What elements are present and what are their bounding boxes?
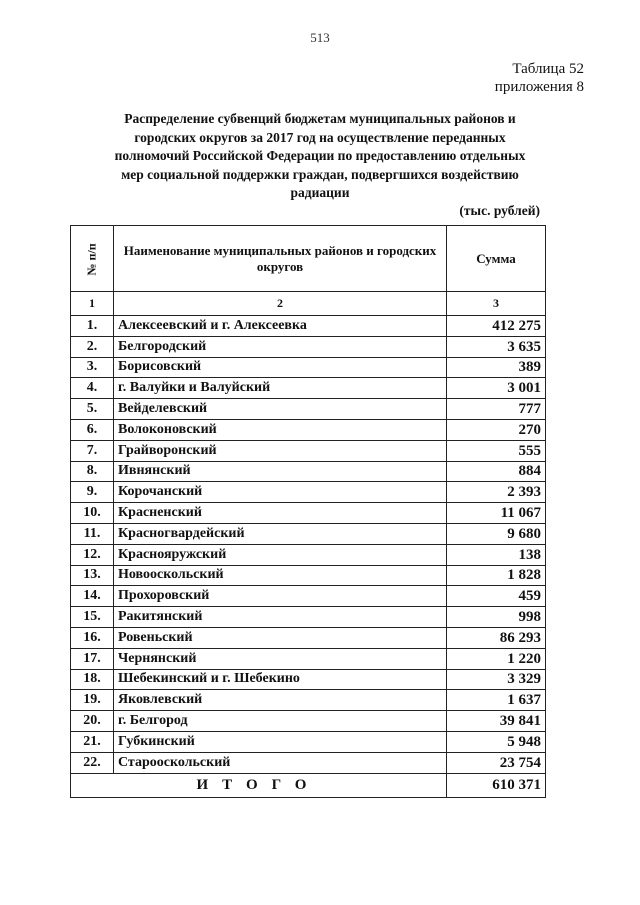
row-name: Прохоровский <box>114 586 447 607</box>
row-number: 12. <box>71 544 114 565</box>
table-row <box>71 503 546 524</box>
row-number: 18. <box>71 669 114 690</box>
title-line: городских округов за 2017 год на осуществление переданных <box>134 129 506 145</box>
row-number: 3. <box>71 357 114 378</box>
row-name: Красногвардейский <box>114 523 447 544</box>
table-row <box>71 461 546 482</box>
row-number: 17. <box>71 648 114 669</box>
row-number: 22. <box>71 752 114 773</box>
row-number: 9. <box>71 482 114 503</box>
table-row <box>71 565 546 586</box>
row-sum: 998 <box>447 607 546 628</box>
row-name: Волоконовский <box>114 419 447 440</box>
title-line: полномочий Российской Федерации по предоставлению отдельных <box>114 148 526 163</box>
table-row <box>71 607 546 628</box>
table-row <box>71 336 546 357</box>
column-index-row <box>71 292 546 316</box>
table-row <box>71 440 546 461</box>
row-number: 14. <box>71 586 114 607</box>
header-row <box>71 226 546 292</box>
table-body <box>71 316 546 774</box>
row-number: 8. <box>71 461 114 482</box>
row-name: Борисовский <box>114 357 447 378</box>
row-sum: 459 <box>447 586 546 607</box>
table-reference-line2: приложения 8 <box>494 79 584 95</box>
row-number: 10. <box>71 503 114 524</box>
total-row <box>71 773 546 797</box>
row-sum: 884 <box>447 461 546 482</box>
row-name: Грайворонский <box>114 440 447 461</box>
total-sum: 610 371 <box>447 773 546 797</box>
row-sum: 412 275 <box>447 316 546 337</box>
row-name: Шебекинский и г. Шебекино <box>114 669 447 690</box>
table-row <box>71 316 546 337</box>
table-row <box>71 586 546 607</box>
title-line: радиации <box>290 185 350 200</box>
row-sum: 9 680 <box>447 523 546 544</box>
row-sum: 777 <box>447 399 546 420</box>
row-name: Ивнянский <box>114 461 447 482</box>
header-sum: Сумма <box>447 226 546 292</box>
table-footer <box>71 773 546 797</box>
title-line: Распределение субвенций бюджетам муниципальных районов и <box>124 111 516 126</box>
column-index: 3 <box>447 292 546 316</box>
row-number: 7. <box>71 440 114 461</box>
row-sum: 3 001 <box>447 378 546 399</box>
table-row <box>71 357 546 378</box>
table-row <box>71 627 546 648</box>
row-number: 11. <box>71 523 114 544</box>
row-name: Ракитянский <box>114 607 447 628</box>
row-sum: 1 637 <box>447 690 546 711</box>
row-number: 19. <box>71 690 114 711</box>
row-sum: 138 <box>447 544 546 565</box>
total-label: ИТОГО <box>71 773 447 797</box>
row-sum: 389 <box>447 357 546 378</box>
table-row <box>71 523 546 544</box>
row-number: 6. <box>71 419 114 440</box>
row-name: Ровеньский <box>114 627 447 648</box>
row-number: 4. <box>71 378 114 399</box>
table-row <box>71 399 546 420</box>
row-name: Новооскольский <box>114 565 447 586</box>
row-number: 16. <box>71 627 114 648</box>
table-row <box>71 648 546 669</box>
table-row <box>71 419 546 440</box>
row-name: Красненский <box>114 503 447 524</box>
row-sum: 1 828 <box>447 565 546 586</box>
table-row <box>71 690 546 711</box>
table-row <box>71 378 546 399</box>
row-number: 21. <box>71 731 114 752</box>
row-number: 1. <box>71 316 114 337</box>
table-row <box>71 731 546 752</box>
table-row <box>71 669 546 690</box>
table-row <box>71 544 546 565</box>
row-sum: 1 220 <box>447 648 546 669</box>
page-number: 513 <box>310 30 330 45</box>
row-number: 15. <box>71 607 114 628</box>
row-sum: 2 393 <box>447 482 546 503</box>
table-row <box>71 482 546 503</box>
row-number: 20. <box>71 711 114 732</box>
row-sum: 39 841 <box>447 711 546 732</box>
header-name: Наименование муниципальных районов и городских округов <box>114 226 447 292</box>
units-label: (тыс. рублей) <box>459 203 540 218</box>
row-number: 13. <box>71 565 114 586</box>
row-name: Старооскольский <box>114 752 447 773</box>
row-number: 5. <box>71 399 114 420</box>
row-sum: 3 329 <box>447 669 546 690</box>
row-name: Краснояружский <box>114 544 447 565</box>
header-number-label: № п/п <box>84 242 99 276</box>
row-sum: 5 948 <box>447 731 546 752</box>
table-reference-line1: Таблица 52 <box>512 61 584 77</box>
row-name: Корочанский <box>114 482 447 503</box>
row-name: Чернянский <box>114 648 447 669</box>
row-name: Белгородский <box>114 336 447 357</box>
row-sum: 23 754 <box>447 752 546 773</box>
table-row <box>71 752 546 773</box>
header-number <box>71 226 114 292</box>
title-line: мер социальной поддержки граждан, подвергшихся воздействию <box>121 166 519 182</box>
row-sum: 555 <box>447 440 546 461</box>
row-name: Губкинский <box>114 731 447 752</box>
subvention-table <box>70 225 546 798</box>
row-sum: 3 635 <box>447 336 546 357</box>
row-sum: 11 067 <box>447 503 546 524</box>
table-header <box>71 226 546 316</box>
row-name: г. Белгород <box>114 711 447 732</box>
document-title <box>60 110 580 203</box>
row-name: Яковлевский <box>114 690 447 711</box>
row-name: г. Валуйки и Валуйский <box>114 378 447 399</box>
row-number: 2. <box>71 336 114 357</box>
row-sum: 270 <box>447 419 546 440</box>
row-sum: 86 293 <box>447 627 546 648</box>
table-row <box>71 711 546 732</box>
row-name: Алексеевский и г. Алексеевка <box>114 316 447 337</box>
column-index: 2 <box>114 292 447 316</box>
row-name: Вейделевский <box>114 399 447 420</box>
table-reference <box>495 60 584 96</box>
column-index: 1 <box>71 292 114 316</box>
